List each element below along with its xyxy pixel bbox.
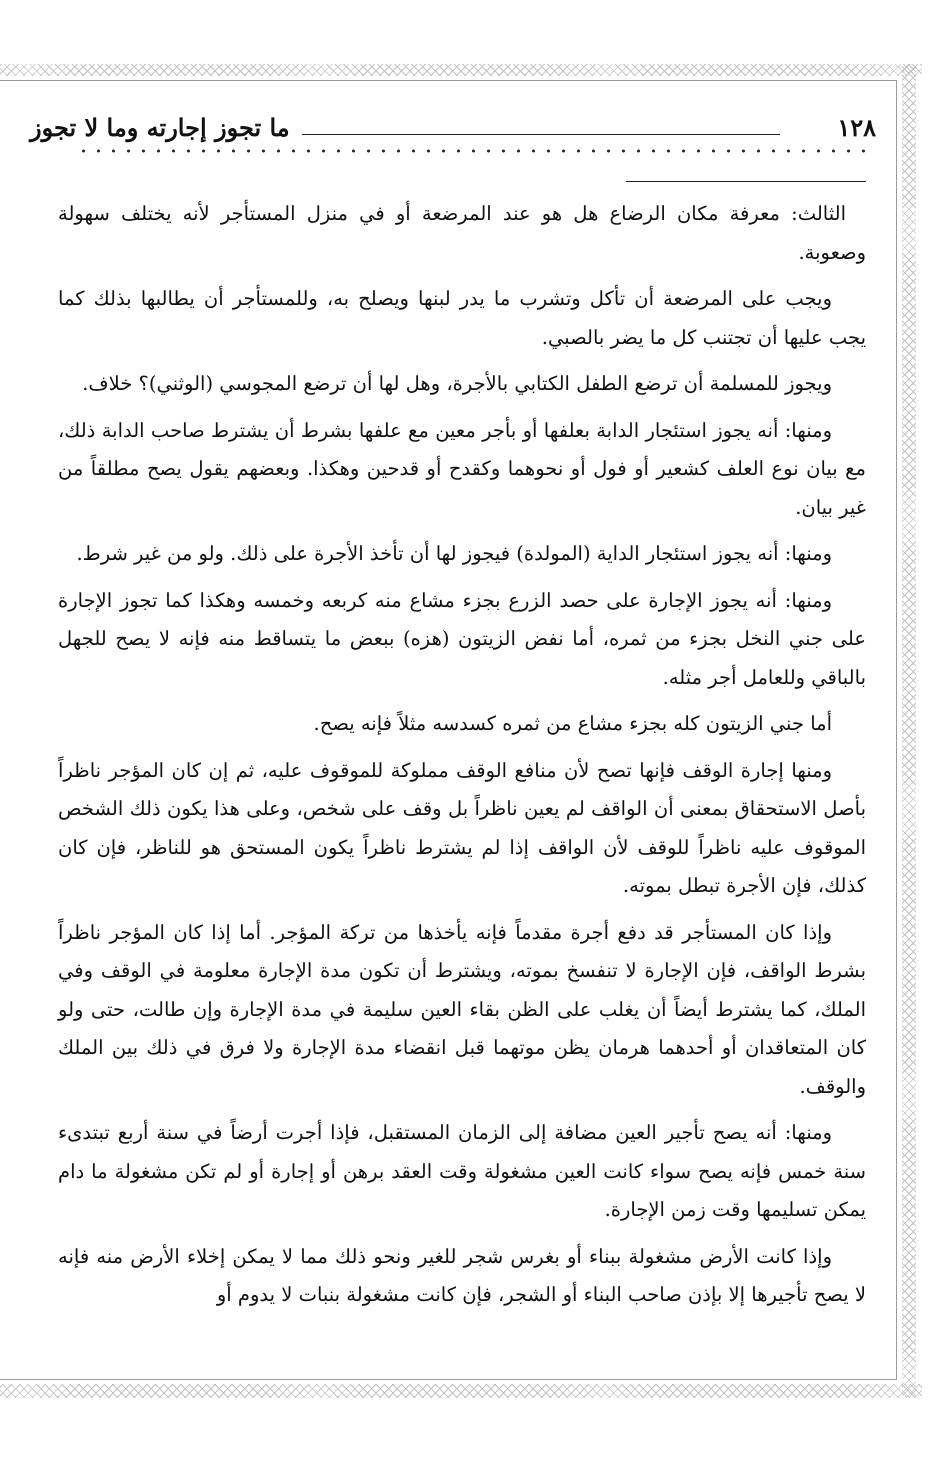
decorative-border-bottom [0, 1384, 922, 1398]
paragraph-9: وإذا كان المستأجر قد دفع أجرة مقدماً فإنه يأخذها من تركة المؤجر. أما إذا كان المؤجر ناظراً بشرط الواقف، فإن الإجارة لا تنفسخ بموته، ويشترط أن تكون مدة الإجارة معلومة في الوقف وفي الملك، كما يشترط أيضاً أن يغلب على الظن بقاء العين سليمة في مدة الإجارة وإن طالت، حتى ولو كان المتعاقدان أو أحدهما هرمان يظن موتهما قبل انقضاء مدة الإجارة ولا فرق في ذلك بين الملك والوقف. [58, 920, 866, 1098]
page-header [30, 108, 876, 148]
paragraph-4: ومنها: أنه يجوز استئجار الدابة بعلفها أو بأجر معين مع علفها بشرط أن يشترط صاحب الدابة ذلك، مع بيان نوع العلف كشعير أو فول أو نحوهما وكقدح أو قدحين وهكذا. وبعضهم يقول يصح مطلقاً من غير بيان. [58, 418, 866, 519]
paragraph-10: ومنها: أنه يصح تأجير العين مضافة إلى الزمان المستقبل، فإذا أجرت أرضاً في سنة أربع تبتدىء سنة خمس فإنه يصح سواء كانت العين مشغولة وقت العقد برهن أو إجارة أو لم تكن مشغولة ما دام يمكن تسليمها وقت زمن الإجارة. [58, 1121, 866, 1221]
header-rule [302, 134, 780, 135]
decorative-border-top [0, 64, 922, 76]
paragraph-5: ومنها: أنه يجوز استئجار الداية (المولدة) فيجوز لها أن تأخذ الأجرة على ذلك. ولو من غير شرط. [76, 542, 832, 565]
section-rule [626, 181, 866, 182]
paragraph-6: ومنها: أنه يجوز الإجارة على حصد الزرع بجزء مشاع منه كربعه وخمسه وهكذا كما تجوز الإجارة على جني النخل بجزء من ثمره، أما نفض الزيتون (هزه) ببعض ما يتساقط منه فإنه لا يصح للجهل بالباقي وللعامل أجر مثله. [58, 588, 866, 689]
page-number: ١٢٨ [837, 113, 876, 142]
paragraph-11: وإذا كانت الأرض مشغولة ببناء أو بغرس شجر للغير ونحو ذلك مما لا يمكن إخلاء الأرض منه فإنه لا يصح تأجيرها إلا بإذن صاحب البناء أو الشجر، فإن كانت مشغولة بنبات لا يدوم أو [58, 1244, 866, 1306]
paragraph-1: الثالث: معرفة مكان الرضاع هل هو عند المرضعة أو في منزل المستأجر لأنه يختلف سهولة وصعوبة. [58, 202, 866, 264]
paragraph-2: ويجب على المرضعة أن تأكل وتشرب ما يدر لبنها ويصلح به، وللمستأجر أن يطالبها بذلك كما يجب عليها أن تجتنب كل ما يضر بالصبي. [58, 287, 866, 349]
decorative-border-right [902, 64, 916, 1398]
paragraph-7: أما جني الزيتون كله بجزء مشاع من ثمره كسدسه مثلاً فإنه يصح. [313, 712, 832, 735]
body-text [58, 195, 866, 1323]
dotted-divider [76, 146, 866, 156]
paragraph-3: ويجوز للمسلمة أن ترضع الطفل الكتابي بالأجرة، وهل لها أن ترضع المجوسي (الوثني)؟ خلاف. [82, 372, 832, 395]
running-title: ما تجوز إجارته وما لا تجوز [30, 113, 290, 142]
paragraph-8: ومنها إجارة الوقف فإنها تصح لأن منافع الوقف مملوكة للموقوف عليه، ثم إن كان المؤجر ناظراً بأصل الاستحقاق بمعنى أن الواقف لم يعين ناظراً بل وقف على شخص، وعلى هذا يكون ذلك الشخص الموقوف عليه ناظراً للوقف لأن الواقف إذا لم يشترط ناظراً يكون المستحق هو للناظر، فإن كان كذلك، فإن الأجرة تبطل بموته. [58, 758, 866, 897]
